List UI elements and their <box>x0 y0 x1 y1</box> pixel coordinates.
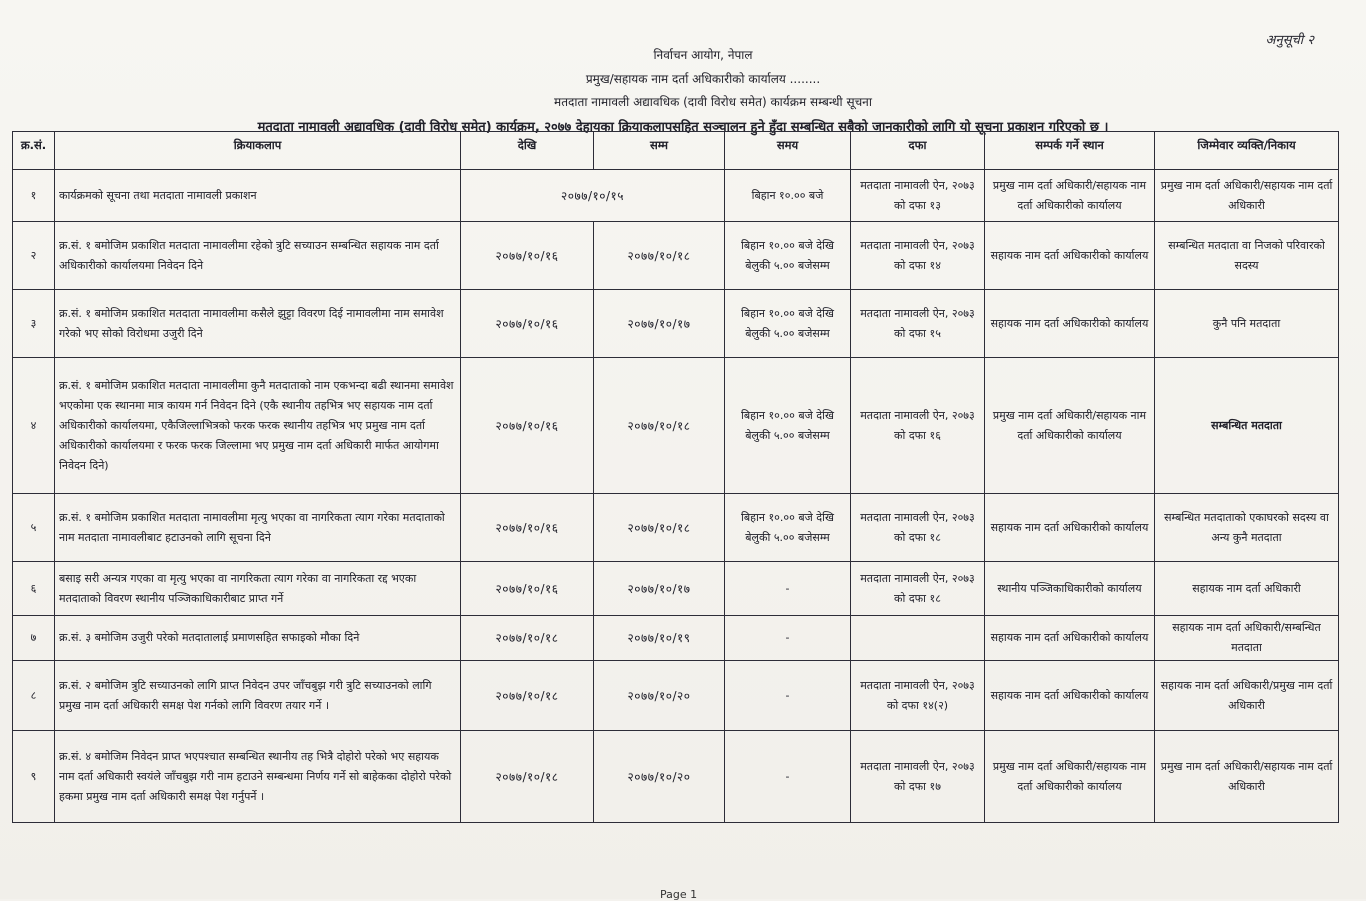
row-to: २०७७/१०/२० <box>594 731 725 823</box>
row-responsible: प्रमुख नाम दर्ता अधिकारी/सहायक नाम दर्ता अधिकारी <box>1155 731 1339 823</box>
row-responsible: सम्बन्धित मतदाता <box>1155 358 1339 494</box>
row-responsible: प्रमुख नाम दर्ता अधिकारी/सहायक नाम दर्ता अधिकारी <box>1155 170 1339 222</box>
row-contact: सहायक नाम दर्ता अधिकारीको कार्यालय <box>985 222 1155 290</box>
row-time: बिहान १०.०० बजे देखि बेलुकी ५.०० बजेसम्म <box>725 494 851 562</box>
row-time: - <box>725 661 851 731</box>
row-time: बिहान १०.०० बजे देखि बेलुकी ५.०० बजेसम्म <box>725 222 851 290</box>
row-section: मतदाता नामावली ऐन, २०७३ को दफा १५ <box>851 290 985 358</box>
row-activity: बसाइ सरी अन्यत्र गएका वा मृत्यु भएका वा नागरिकता त्याग गरेका वा नागरिकता रद्द भएका मतदाताको विवरण स्थानीय पञ्जिकाधिकारीबाट प्राप्त गर्ने <box>55 562 461 616</box>
col-header-sn: क्र.सं. <box>13 132 55 170</box>
row-contact: सहायक नाम दर्ता अधिकारीको कार्यालय <box>985 290 1155 358</box>
row-contact: सहायक नाम दर्ता अधिकारीको कार्यालय <box>985 616 1155 661</box>
row-section: मतदाता नामावली ऐन, २०७३ को दफा १४ <box>851 222 985 290</box>
col-header-responsible: जिम्मेवार व्यक्ति/निकाय <box>1155 132 1339 170</box>
row-to: २०७७/१०/१८ <box>594 358 725 494</box>
notice-title: मतदाता नामावली अद्यावधिक (दावी विरोध समेत) कार्यक्रम सम्बन्धी सूचना <box>554 95 872 109</box>
row-contact: स्थानीय पञ्जिकाधिकारीको कार्यालय <box>985 562 1155 616</box>
row-from: २०७७/१०/१६ <box>461 290 594 358</box>
row-sn: ६ <box>13 562 55 616</box>
row-responsible: सहायक नाम दर्ता अधिकारी <box>1155 562 1339 616</box>
row-to: २०७७/१०/१९ <box>594 616 725 661</box>
row-sn: ७ <box>13 616 55 661</box>
row-time: - <box>725 731 851 823</box>
row-from: २०७७/१०/१८ <box>461 616 594 661</box>
row-section: मतदाता नामावली ऐन, २०७३ को दफा १४(२) <box>851 661 985 731</box>
table-row <box>13 170 1339 222</box>
row-contact: प्रमुख नाम दर्ता अधिकारी/सहायक नाम दर्ता अधिकारीको कार्यालय <box>985 170 1155 222</box>
row-activity: क्र.सं. २ बमोजिम त्रुटि सच्याउनको लागि प्राप्त निवेदन उपर जाँचबुझ गरी त्रुटि सच्याउनको लागि प्रमुख नाम दर्ता अधिकारी समक्ष पेश गर्नको लागि विवरण तयार गर्ने । <box>55 661 461 731</box>
row-date: २०७७/१०/१५ <box>461 170 725 222</box>
row-from: २०७७/१०/१६ <box>461 358 594 494</box>
schedule-table <box>12 131 1339 823</box>
row-to: २०७७/१०/१८ <box>594 222 725 290</box>
row-contact: सहायक नाम दर्ता अधिकारीको कार्यालय <box>985 661 1155 731</box>
row-sn: १ <box>13 170 55 222</box>
col-header-activity: क्रियाकलाप <box>55 132 461 170</box>
row-responsible: सहायक नाम दर्ता अधिकारी/सम्बन्धित मतदाता <box>1155 616 1339 661</box>
row-responsible: सम्बन्धित मतदाता वा निजको परिवारको सदस्य <box>1155 222 1339 290</box>
table-row <box>13 222 1339 290</box>
col-header-from: देखि <box>461 132 594 170</box>
notice-intro: मतदाता नामावली अद्यावधिक (दावी विरोध समेत) कार्यक्रम, २०७७ देहायका क्रियाकलापसहित सञ्चालन हुने हुँदा सम्बन्धित सबैको जानकारीको लागि यो सूचना प्रकाशन गरिएको छ । <box>257 120 1109 135</box>
row-from: २०७७/१०/१८ <box>461 731 594 823</box>
row-activity: क्र.सं. १ बमोजिम प्रकाशित मतदाता नामावलीमा कसैले झुट्टा विवरण दिई नामावलीमा नाम समावेश गरेको भए सोको विरोधमा उजुरी दिने <box>55 290 461 358</box>
col-header-section: दफा <box>851 132 985 170</box>
row-activity: क्र.सं. १ बमोजिम प्रकाशित मतदाता नामावलीमा रहेको त्रुटि सच्याउन सम्बन्धित सहायक नाम दर्ता अधिकारीको कार्यालयमा निवेदन दिने <box>55 222 461 290</box>
row-sn: ४ <box>13 358 55 494</box>
row-activity: क्र.सं. ३ बमोजिम उजुरी परेको मतदातालाई प्रमाणसहित सफाइको मौका दिने <box>55 616 461 661</box>
row-sn: २ <box>13 222 55 290</box>
row-sn: ९ <box>13 731 55 823</box>
office-name: प्रमुख/सहायक नाम दर्ता अधिकारीको कार्यालय ........ <box>585 72 821 86</box>
row-section: मतदाता नामावली ऐन, २०७३ को दफा १७ <box>851 731 985 823</box>
row-responsible: सम्बन्धित मतदाताको एकाघरको सदस्य वा अन्य कुनै मतदाता <box>1155 494 1339 562</box>
row-contact: प्रमुख नाम दर्ता अधिकारी/सहायक नाम दर्ता अधिकारीको कार्यालय <box>985 731 1155 823</box>
row-sn: ३ <box>13 290 55 358</box>
row-section <box>851 616 985 661</box>
row-activity: क्र.सं. १ बमोजिम प्रकाशित मतदाता नामावलीमा मृत्यु भएका वा नागरिकता त्याग गरेका मतदाताको नाम मतदाता नामावलीबाट हटाउनको लागि सूचना दिने <box>55 494 461 562</box>
table-row <box>13 562 1339 616</box>
row-contact: प्रमुख नाम दर्ता अधिकारी/सहायक नाम दर्ता अधिकारीको कार्यालय <box>985 358 1155 494</box>
row-contact: सहायक नाम दर्ता अधिकारीको कार्यालय <box>985 494 1155 562</box>
page-number: Page 1 <box>660 888 698 901</box>
row-from: २०७७/१०/१६ <box>461 222 594 290</box>
row-time: बिहान १०.०० बजे देखि बेलुकी ५.०० बजेसम्म <box>725 290 851 358</box>
row-section: मतदाता नामावली ऐन, २०७३ को दफा १३ <box>851 170 985 222</box>
table-row <box>13 290 1339 358</box>
row-section: मतदाता नामावली ऐन, २०७३ को दफा १८ <box>851 494 985 562</box>
row-to: २०७७/१०/१७ <box>594 290 725 358</box>
commission-name: निर्वाचन आयोग, नेपाल <box>653 48 753 62</box>
row-to: २०७७/१०/२० <box>594 661 725 731</box>
col-header-contact: सम्पर्क गर्ने स्थान <box>985 132 1155 170</box>
row-from: २०७७/१०/१६ <box>461 562 594 616</box>
table-row <box>13 358 1339 494</box>
row-from: २०७७/१०/१६ <box>461 494 594 562</box>
row-responsible: कुनै पनि मतदाता <box>1155 290 1339 358</box>
col-header-to: सम्म <box>594 132 725 170</box>
row-section: मतदाता नामावली ऐन, २०७३ को दफा १८ <box>851 562 985 616</box>
row-time: बिहान १०.०० बजे देखि बेलुकी ५.०० बजेसम्म <box>725 358 851 494</box>
row-sn: ८ <box>13 661 55 731</box>
col-header-time: समय <box>725 132 851 170</box>
row-time: - <box>725 562 851 616</box>
annex-label: अनुसूची २ <box>1265 33 1314 48</box>
row-from: २०७७/१०/१८ <box>461 661 594 731</box>
row-activity: कार्यक्रमको सूचना तथा मतदाता नामावली प्रकाशन <box>55 170 461 222</box>
row-responsible: सहायक नाम दर्ता अधिकारी/प्रमुख नाम दर्ता अधिकारी <box>1155 661 1339 731</box>
table-row <box>13 731 1339 823</box>
row-to: २०७७/१०/१७ <box>594 562 725 616</box>
row-section: मतदाता नामावली ऐन, २०७३ को दफा १६ <box>851 358 985 494</box>
table-header-row <box>13 132 1339 170</box>
table-row <box>13 616 1339 661</box>
row-time: बिहान १०.०० बजे <box>725 170 851 222</box>
table-row <box>13 494 1339 562</box>
row-activity: क्र.सं. १ बमोजिम प्रकाशित मतदाता नामावलीमा कुनै मतदाताको नाम एकभन्दा बढी स्थानमा समावेश भएकोमा एक स्थानमा मात्र कायम गर्न निवेदन दिने (एकै स्थानीय तहभित्र भए सहायक नाम दर्ता अधिकारीको कार्यालयमा, एकैजिल्लाभित्रको फरक फरक स्थानीय तहभित्र भए प्रमुख नाम दर्ता अधिकारीको कार्यालयमा र फरक फरक जिल्लामा भए प्रमुख नाम दर्ता अधिकारी मार्फत आयोगमा निवेदन दिने) <box>55 358 461 494</box>
row-activity: क्र.सं. ४ बमोजिम निवेदन प्राप्त भएपश्चात सम्बन्धित स्थानीय तह भित्रै दोहोरो परेको भए सहायक नाम दर्ता अधिकारी स्वयंले जाँचबुझ गरी नाम हटाउने सम्बन्धमा निर्णय गर्ने सो बाहेकका दोहोरो परेको हकमा प्रमुख नाम दर्ता अधिकारी समक्ष पेश गर्नुपर्ने । <box>55 731 461 823</box>
row-time: - <box>725 616 851 661</box>
row-to: २०७७/१०/१८ <box>594 494 725 562</box>
table-row <box>13 661 1339 731</box>
row-sn: ५ <box>13 494 55 562</box>
